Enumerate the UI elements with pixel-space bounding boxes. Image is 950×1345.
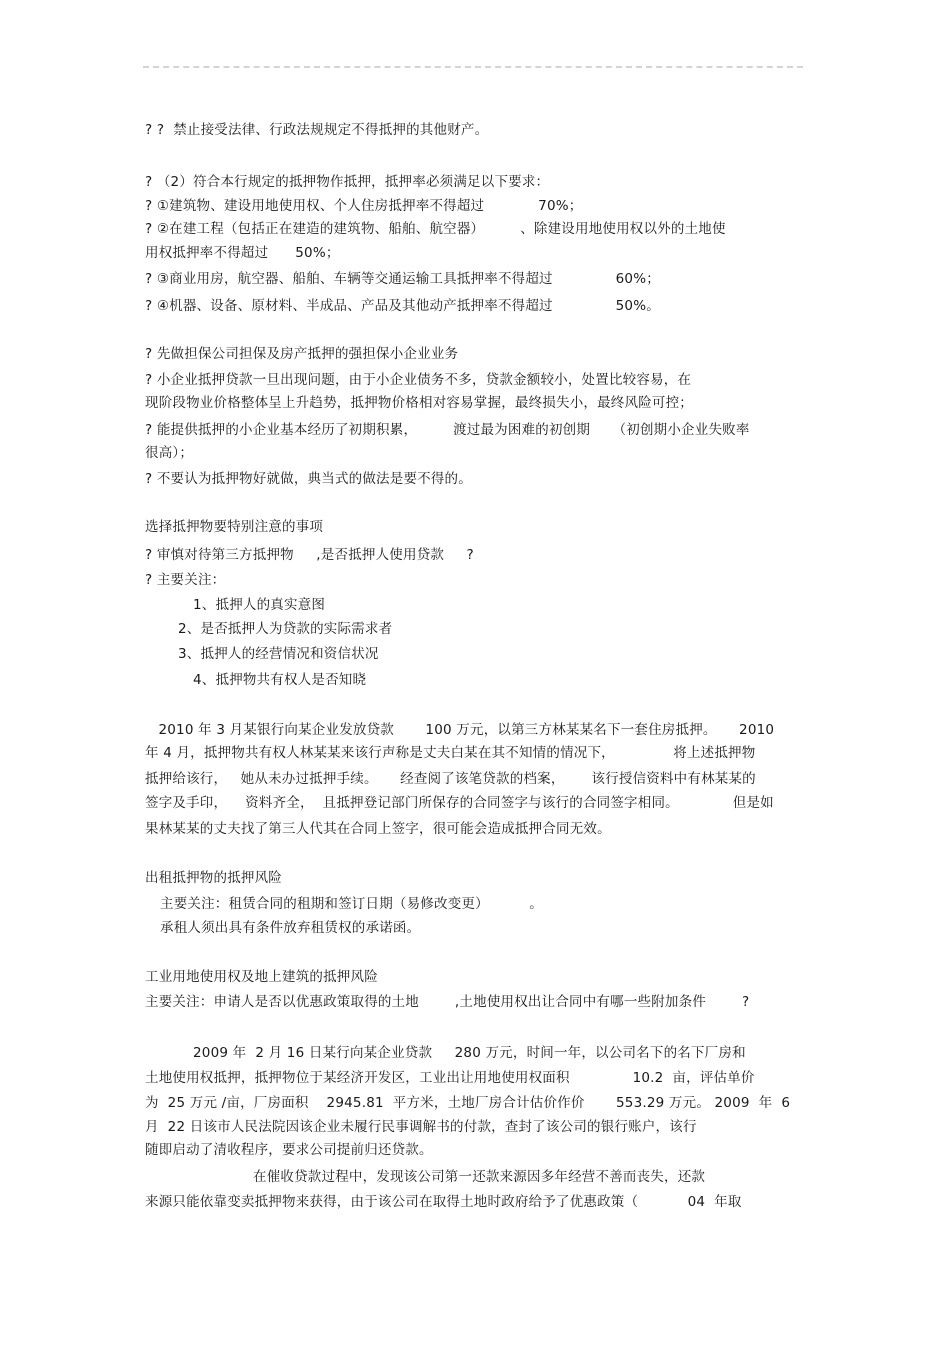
text-line: 用权抵押率不得超过 50%；: [145, 245, 340, 261]
text-line: 2010 年 3 月某银行向某企业发放贷款 100 万元，以第三方林某某名下一套住房抵押。 2010: [145, 722, 775, 738]
text-line: ? ②在建工程（包括正在建造的建筑物、船舶、航空器） 、除建设用地使用权以外的土地使: [145, 221, 726, 237]
text-line: ? ? 禁止接受法律、行政法规规定不得抵押的其他财产。: [145, 122, 489, 138]
text-line: 承租人须出具有条件放弃租赁权的承诺函。: [160, 920, 421, 936]
list-item: 2、是否抵押人为贷款的实际需求者: [178, 621, 393, 637]
section-heading: 出租抵押物的抵押风险: [145, 870, 282, 886]
text-line: 在催收贷款过程中，发现该公司第一还款来源因多年经营不善而丧失，还款: [253, 1169, 706, 1185]
text-line: ? 小企业抵押贷款一旦出现问题，由于小企业债务不多，贷款金额较小，处置比较容易，在: [145, 372, 692, 388]
text-line: 土地使用权抵押，抵押物位于某经济开发区，工业出让用地使用权面积 10.2 亩，评估单价: [145, 1070, 755, 1086]
text-line: 2009 年 2 月 16 日某行向某企业贷款 280 万元，时间一年，以公司名下的名下厂房和: [193, 1045, 746, 1061]
text-line: 签字及手印， 资料齐全， 且抵押登记部门所保存的合同签字与该行的合同签字相同。 但是如: [145, 795, 774, 811]
list-item: 1、抵押人的真实意图: [193, 597, 326, 613]
text-line: ? 能提供抵押的小企业基本经历了初期积累， 渡过最为困难的初创期 （初创期小企业失败率: [145, 422, 750, 438]
text-line: 随即启动了清收程序，要求公司提前归还贷款。: [145, 1142, 433, 1158]
list-item: 3、抵押人的经营情况和资信状况: [178, 646, 379, 662]
text-line: 主要关注：申请人是否以优惠政策取得的土地 ,土地使用权出让合同中有哪一些附加条件 ?: [145, 994, 750, 1010]
text-line: ? ①建筑物、建设用地使用权、个人住房抵押率不得超过 70%；: [145, 198, 583, 214]
text-line: 年 4 月，抵押物共有权人林某某来该行声称是丈夫白某在其不知情的情况下， 将上述抵押物: [145, 745, 756, 761]
section-heading: 工业用地使用权及地上建筑的抵押风险: [145, 969, 378, 985]
text-line: 月 22 日该市人民法院因该企业未履行民事调解书的付款，查封了该公司的银行账户，该行: [145, 1119, 697, 1135]
text-line: ? ③商业用房，航空器、船舶、车辆等交通运输工具抵押率不得超过 60%；: [145, 271, 660, 287]
text-line: ? 审慎对待第三方抵押物 ,是否抵押人使用贷款 ?: [145, 547, 474, 563]
list-item: 4、抵押物共有权人是否知晓: [193, 672, 367, 688]
section-heading: ? 先做担保公司担保及房产抵押的强担保小企业业务: [145, 346, 459, 362]
text-line: 现阶段物业价格整体呈上升趋势，抵押物价格相对容易掌握，最终损失小，最终风险可控；: [145, 395, 693, 411]
text-line: ? （2）符合本行规定的抵押物作抵押，抵押率必须满足以下要求：: [145, 174, 550, 190]
text-line: 抵押给该行， 她从未办过抵押手续。 经查阅了该笔贷款的档案， 该行授信资料中有林某某的: [145, 771, 756, 787]
text-line: 很高）；: [145, 445, 194, 461]
text-line: 果林某某的丈夫找了第三人代其在合同上签字，很可能会造成抵押合同无效。: [145, 821, 611, 837]
header-rule: [143, 66, 803, 68]
text-line: 来源只能依靠变卖抵押物来获得，由于该公司在取得土地时政府给予了优惠政策（ 04 年取: [145, 1194, 742, 1210]
text-line: ? 主要关注：: [145, 572, 226, 588]
text-line: 为 25 万元 /亩，厂房面积 2945.81 平方米，土地厂房合计估价作价 553.29 万元。 2009 年 6: [145, 1095, 791, 1111]
section-heading: 选择抵押物要特别注意的事项: [145, 519, 324, 535]
text-line: 主要关注：租赁合同的租期和签订日期（易修改变更） 。: [160, 896, 543, 912]
text-line: ? 不要认为抵押物好就做，典当式的做法是要不得的。: [145, 471, 472, 487]
text-line: ? ④机器、设备、原材料、半成品、产品及其他动产抵押率不得超过 50%。: [145, 298, 660, 314]
